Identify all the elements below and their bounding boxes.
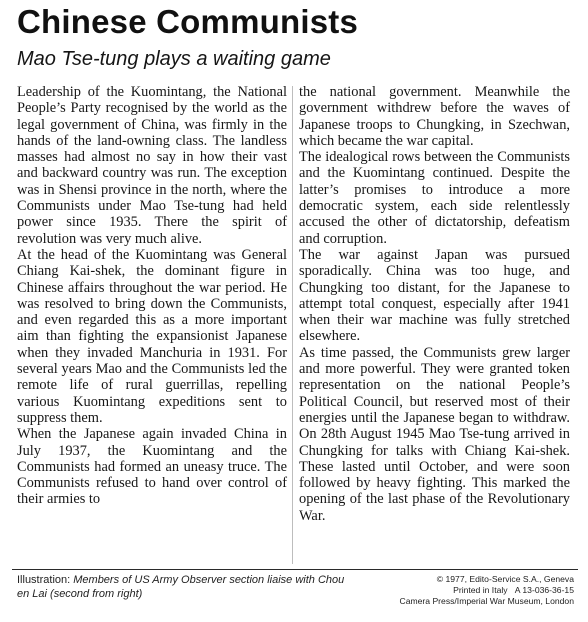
copyright-notice: © 1977, Edito-Service S.A., Geneva	[436, 574, 574, 584]
credits-block	[344, 574, 574, 608]
paragraph: As time passed, the Communists grew larger and more powerful. They were granted token representation on the national People’s Political Council, but reserved most of their energies until the Japanese began to withdraw. On 28th August 1945 Mao Tse-tung arrived in Chungking for talks with Chiang Kai-shek. These lasted until October, and were soon followed by heavy fighting. This marked the opening of the last phase of the Revolutionary War.	[299, 344, 570, 524]
paragraph: When the Japanese again invaded China in July 1937, the Kuomintang and the Communists had formed an uneasy truce. The Communists refused to hand over control of their armies to	[17, 426, 287, 508]
footer-divider	[12, 569, 578, 570]
print-line	[344, 585, 574, 596]
photo-credit: Camera Press/Imperial War Museum, London	[399, 596, 574, 607]
paragraph: At the head of the Kuomintang was General Chiang Kai-shek, the dominant figure in Chinese affairs throughout the war period. He was resolved to bring down the Communists, and even regarded this as a more important aim than fighting the expansionist Japanese when they invaded Manchuria in 1931. For several years Mao and the Communists led the remote life of rural guerrillas, repelling various Kuomintang expeditions sent to suppress them.	[17, 246, 287, 426]
page-title: Chinese Communists	[17, 3, 358, 40]
caption-label: Illustration:	[17, 574, 74, 586]
right-column	[299, 84, 570, 524]
caption-text: Members of US Army Observer section liaise with Chou en Lai (second from right)	[17, 574, 345, 600]
illustration-caption	[17, 574, 347, 601]
series-code: A 13-036-36-15	[514, 585, 574, 596]
left-column	[17, 84, 287, 508]
paragraph: The war against Japan was pursued sporadically. China was too huge, and Chungking too distant, for the Japanese to attempt total conquest, especially after 1941 when their war machine was fully stretched elsewhere.	[299, 246, 570, 345]
page-subtitle: Mao Tse-tung plays a waiting game	[17, 48, 331, 70]
paragraph: Leadership of the Kuomintang, the National People’s Party recognised by the world as the legal government of China, was firmly in the hands of the land-owning class. The landless masses had almost no say in how their vast and backward country was run. The exception was in Shensi province in the north, where the Communists under Mao Tse-tung had held power since 1935. There the spirit of revolution was very much alive.	[17, 84, 287, 247]
printed-in: Printed in Italy	[453, 585, 508, 596]
column-divider	[292, 86, 293, 564]
paragraph: The idealogical rows between the Communists and the Kuomintang continued. Despite the latter’s promises to introduce a more democratic system, each side relentlessly accused the other of dictatorship, defeatism and corruption.	[299, 149, 570, 247]
paragraph: the national government. Meanwhile the government withdrew before the waves of Japanese troops to Chungking, in Szechwan, which became the war capital.	[299, 84, 570, 149]
